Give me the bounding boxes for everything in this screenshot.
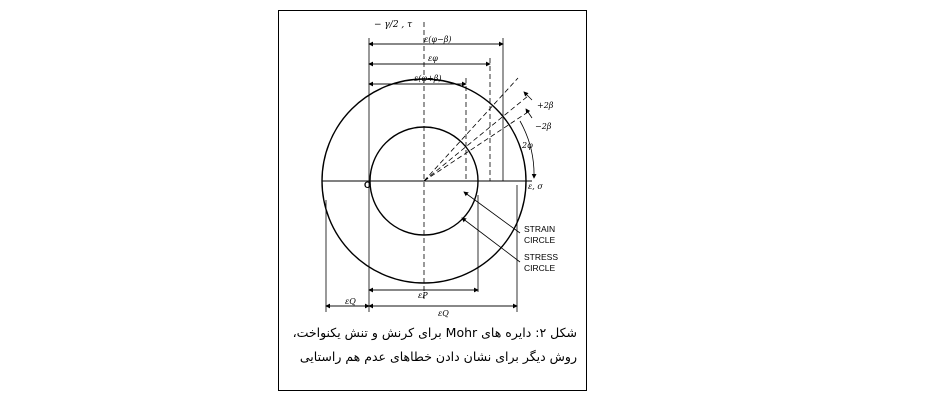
- label-minus-2beta: −2β: [535, 122, 552, 131]
- label-ep: εP: [418, 291, 428, 300]
- label-strain-circle-2: CIRCLE: [524, 235, 556, 245]
- caption-line-2: روش دیگر برای نشان دادن خطاهای عدم هم راستایی: [299, 349, 577, 364]
- label-two-phi: 2φ: [522, 141, 533, 150]
- label-origin: O: [364, 180, 372, 190]
- label-eq-left: εQ: [345, 297, 356, 306]
- label-stress-circle-1: STRESS: [524, 252, 559, 262]
- radial-line: [424, 112, 528, 181]
- strain-pointer: [464, 192, 520, 233]
- label-eq-right: εQ: [438, 309, 449, 318]
- label-e-phi-minus-beta: ε(φ−β): [424, 35, 452, 44]
- label-strain-circle-1: STRAIN: [524, 224, 556, 234]
- stress-pointer: [462, 218, 520, 262]
- label-plus-2beta: +2β: [537, 101, 554, 110]
- label-e-phi-plus-beta: ε(φ+β): [414, 74, 442, 83]
- label-axis-e-sigma: ε, σ: [528, 182, 543, 191]
- angle-arrow: [526, 109, 532, 118]
- label-stress-circle-2: CIRCLE: [524, 263, 556, 273]
- caption-line-1: شکل ۲: دایره های Mohr برای کرنش و تنش یکنواخت،: [292, 325, 577, 340]
- label-e-phi: εφ: [428, 54, 438, 63]
- label-neg-half-gamma: − γ/2 , τ: [374, 20, 413, 30]
